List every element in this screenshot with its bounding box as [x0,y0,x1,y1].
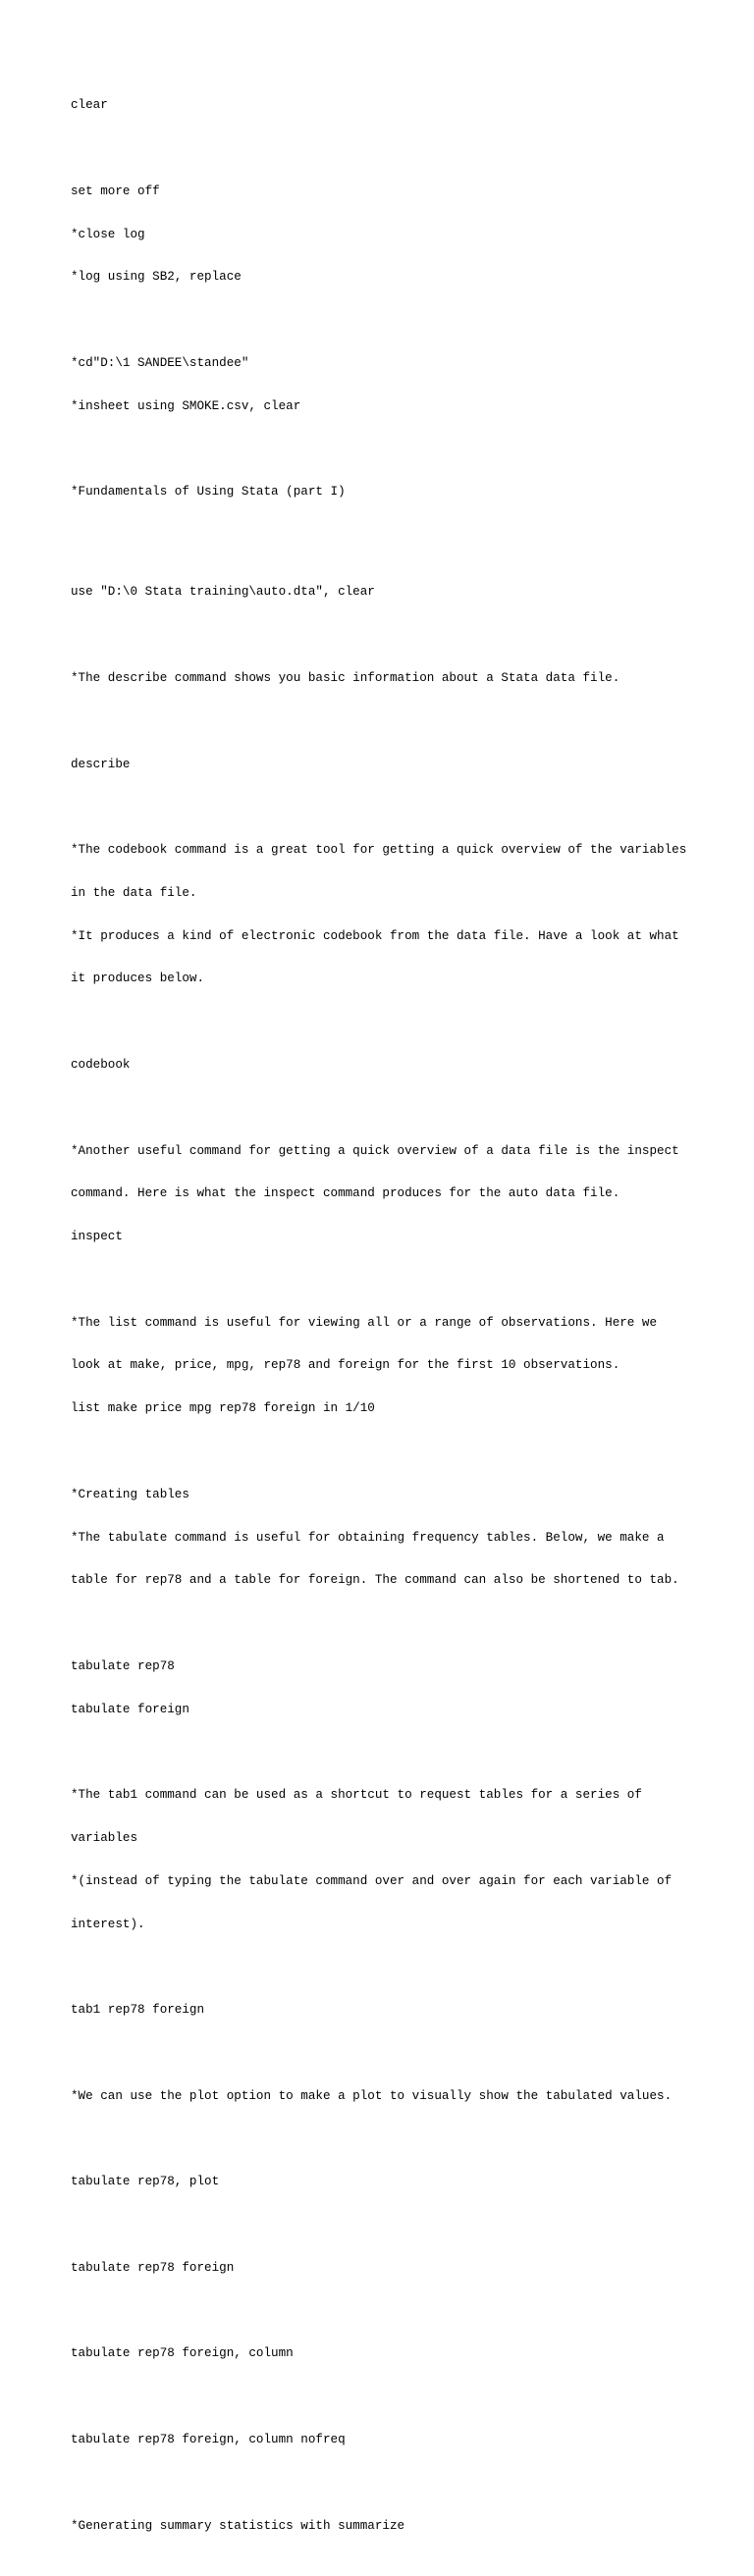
comment-line: *cd"D:\1 SANDEE\standee" [71,355,249,370]
codebook-command: codebook [71,1057,131,1072]
code-line: set more off [71,184,160,198]
comment-line: *log using SB2, replace [71,270,242,285]
tabulate-column-command: tabulate rep78 foreign, column [71,2346,294,2361]
codebook-comment: *The codebook command is a great tool for getting a quick overview of the variables in the data file. *It produces a kind of electronic codebook from the data file. Have a look at what it produces below. [71,843,687,986]
comment-line: *insheet using SMOKE.csv, clear [71,398,301,413]
tab1-comment: *The tab1 command can be used as a shortcut to request tables for a series of variables *(instead of typing the tabulate command over and over again for each variable of interest). [71,1788,673,1931]
comment-line: *close log [71,227,145,241]
use-command: use "D:\0 Stata training\auto.dta", clear [71,585,375,600]
inspect-block: *Another useful command for getting a quick overview of a data file is the inspect command. Here is what the inspect command produces for the auto data file. inspect [71,1143,679,1244]
describe-command: describe [71,757,131,771]
describe-comment: *The describe command shows you basic information about a Stata data file. [71,670,620,685]
section-heading-comment: *Fundamentals of Using Stata (part I) [71,485,346,499]
tab1-command: tab1 rep78 foreign [71,2003,205,2018]
tabulate-nofreq-command: tabulate rep78 foreign, column nofreq [71,2432,346,2446]
path-block [71,328,699,443]
tables-comment: *Creating tables *The tabulate command is useful for obtaining frequency tables. Below, we make a table for rep78 and a table for foreign. The command can also be shortened to tab. [71,1487,679,1588]
plot-comment: *We can use the plot option to make a plot to visually show the tabulated values. [71,2088,673,2103]
summarize-comment: *Generating summary statistics with summarize [71,2518,405,2533]
tabulate-plot-command: tabulate rep78, plot [71,2175,220,2189]
list-block: *The list command is useful for viewing all or a range of observations. Here we look at make, price, mpg, rep78 and foreign for the first 10 observations. list make price mpg rep78 foreign in 1/10 [71,1315,658,1416]
document-page [71,70,699,2576]
setup-block [71,156,699,314]
code-line-clear: clear [71,98,108,113]
tabulate-commands: tabulate rep78 tabulate foreign [71,1658,189,1716]
tabulate-two-way-command: tabulate rep78 foreign [71,2260,235,2275]
